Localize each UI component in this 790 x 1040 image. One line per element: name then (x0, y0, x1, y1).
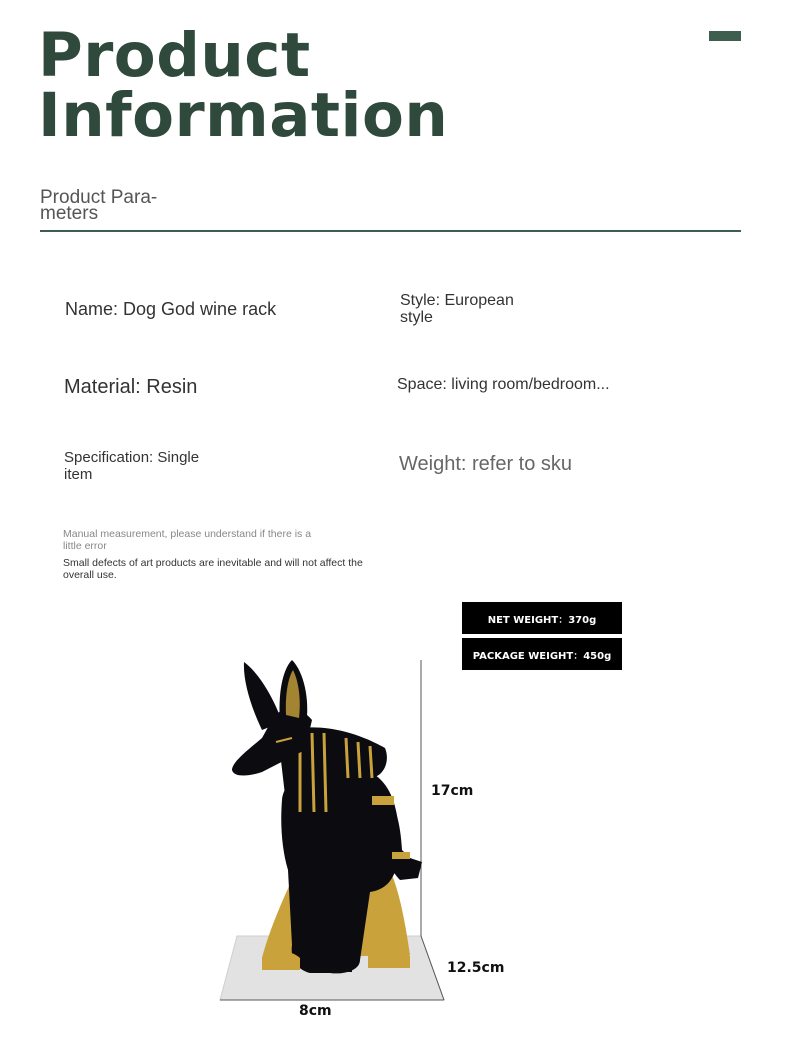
defects-note (63, 557, 383, 581)
width-label: 8cm (299, 1003, 332, 1019)
anubis-statue (232, 660, 422, 973)
defects-note-line-1: Small defects of art products are inevitable and will not affect the (63, 557, 363, 569)
param-name: Name: Dog God wine rack (65, 299, 277, 319)
height-label: 17cm (431, 783, 474, 799)
statue-armband (372, 796, 394, 805)
param-spec-line-2: item (64, 466, 93, 483)
corner-accent-bar (709, 31, 741, 41)
section-divider (40, 230, 741, 232)
title-line-2: Information (38, 80, 449, 151)
param-weight: Weight: refer to sku (399, 453, 573, 475)
statue-wristband (392, 852, 410, 859)
section-label-line-2: meters (40, 203, 99, 224)
net-weight-badge: NET WEIGHT：370g (462, 602, 622, 634)
package-weight-badge: PACKAGE WEIGHT：450g (462, 638, 622, 670)
defects-note-line-2: overall use. (63, 569, 117, 581)
measurement-note (63, 528, 343, 552)
param-specification (64, 449, 214, 483)
product-figure (0, 640, 790, 1040)
param-style-line-2: style (400, 309, 433, 326)
depth-label: 12.5cm (447, 960, 505, 976)
measurement-note-line-2: little error (63, 540, 107, 552)
param-space: Space: living room/bedroom... (397, 376, 610, 393)
statue-ear-left (244, 662, 282, 730)
param-style (400, 292, 530, 326)
measurement-note-line-1: Manual measurement, please understand if there is a (63, 528, 312, 540)
param-material: Material: Resin (64, 376, 198, 398)
statue-paws (308, 950, 352, 972)
param-style-line-1: Style: European (400, 292, 514, 309)
section-label-line-1: Product Para- (40, 187, 158, 208)
param-spec-line-1: Specification: Single (64, 449, 200, 466)
page-title (38, 20, 449, 151)
section-label (40, 187, 190, 224)
title-line-1: Product (38, 20, 311, 91)
